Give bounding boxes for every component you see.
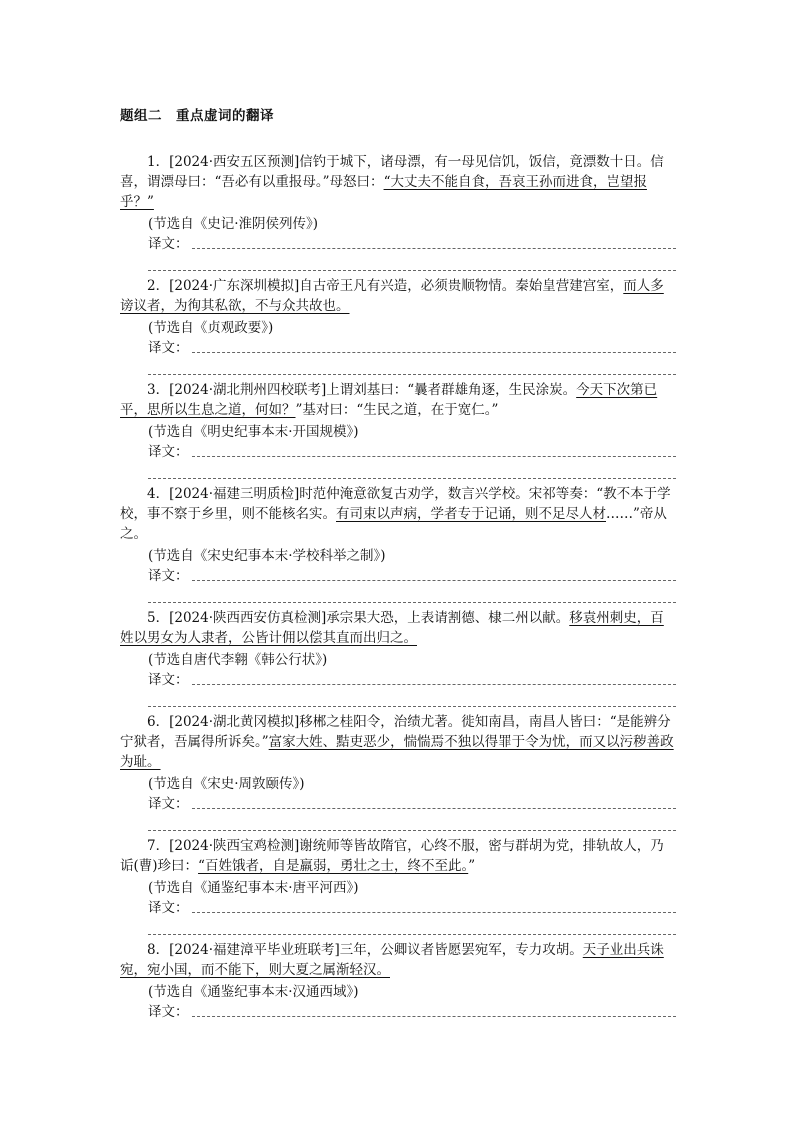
- underlined-sentence: 有司束以声病，学者专于记诵，则不足尽人材: [336, 506, 606, 522]
- translation-line[interactable]: [148, 670, 676, 692]
- answer-blank[interactable]: [192, 456, 676, 457]
- question-tail: ”: [468, 858, 476, 874]
- translation-label: 译文：: [148, 796, 189, 812]
- translation-label: 译文：: [148, 568, 189, 584]
- source-citation: (节选自《通鉴纪事本末·汉通西域》): [148, 984, 359, 1000]
- answer-blank[interactable]: [192, 248, 676, 249]
- question-text: [120, 152, 676, 212]
- underlined-sentence: “大丈夫不能自食，吾哀王孙而进食，岂望报乎？”: [120, 174, 647, 210]
- question-text: [120, 940, 676, 980]
- question-plain: 7．[2024·陕西宝鸡检测]谢统师等皆故隋官，心终不服，密与群胡为党，排轨故人，乃诟(曹)珍曰：: [120, 838, 664, 874]
- question-text: [120, 276, 676, 316]
- question-6: [120, 712, 676, 838]
- translation-line[interactable]: [148, 338, 676, 360]
- question-7: [120, 836, 676, 942]
- question-plain: 1．[2024·西安五区预测]信钓于城下，诸母漂，有一母见信饥，饭信，竟漂数十日。信喜，谓漂母曰：“吾必有以重报母。”母怒曰：: [120, 154, 664, 190]
- question-text: [120, 484, 676, 544]
- answer-blank-line[interactable]: [148, 256, 676, 278]
- question-plain: 5．[2024·陕西西安仿真检测]承宗果大恐，上表请割德、棣二州以献。: [147, 610, 570, 626]
- underlined-sentence: “百姓饿者，自是羸弱，勇壮之士，终不至此。: [198, 858, 469, 874]
- question-plain: 3．[2024·湖北荆州四校联考]上谓刘基曰：“曩者群雄角逐，生民涂炭。: [147, 382, 577, 398]
- question-5: [120, 608, 676, 714]
- translation-line[interactable]: [148, 794, 676, 816]
- translation-label: 译文：: [148, 672, 189, 688]
- answer-blank-line[interactable]: [148, 360, 676, 382]
- source-citation: (节选自《通鉴纪事本末·唐平河西》): [148, 880, 359, 896]
- underlined-sentence: 天子业出兵诛宛，宛小国，而不能下，则大夏之属渐轻汉。: [120, 942, 664, 978]
- answer-blank[interactable]: [192, 1016, 676, 1017]
- question-plain: 2．[2024·广东深圳模拟]自古帝王凡有兴造，必须贵顺物情。秦始皇营建宫室，: [147, 278, 624, 294]
- translation-label: 译文：: [148, 236, 189, 252]
- translation-label: 译文：: [148, 444, 189, 460]
- question-tail: ”基对曰：“生民之道，在于宽仁。”: [295, 402, 499, 418]
- translation-line[interactable]: [148, 898, 676, 920]
- section-title: 题组二 重点虚词的翻译: [120, 108, 274, 124]
- answer-blank[interactable]: [192, 808, 676, 809]
- translation-line[interactable]: [148, 1002, 676, 1024]
- answer-blank-line[interactable]: [148, 816, 676, 838]
- source-citation: (节选自《宋史·周敦颐传》): [148, 776, 305, 792]
- answer-blank[interactable]: [192, 580, 676, 581]
- translation-line[interactable]: [148, 442, 676, 464]
- question-text: [120, 608, 676, 648]
- source-citation: (节选自唐代李翱《韩公行状》): [148, 652, 328, 668]
- source-citation: (节选自《明史纪事本末·开国规模》): [148, 424, 359, 440]
- question-text: [120, 712, 676, 772]
- translation-line[interactable]: [148, 234, 676, 256]
- question-8: [120, 940, 676, 1024]
- answer-blank-line[interactable]: [148, 692, 676, 714]
- question-3: [120, 380, 676, 486]
- answer-blank[interactable]: [192, 684, 676, 685]
- answer-blank-line[interactable]: [148, 588, 676, 610]
- translation-label: 译文：: [148, 1004, 189, 1020]
- question-plain: 8．[2024·福建漳平毕业班联考]三年，公卿议者皆愿罢宛军，专力攻胡。: [147, 942, 583, 958]
- translation-label: 译文：: [148, 340, 189, 356]
- question-plain: 6．[2024·湖北黄冈模拟]移郴之桂阳令，治绩尤著。徙知南昌，南昌人皆曰：“是能辨分宁狱者，吾属得所诉矣。”: [120, 714, 671, 750]
- underlined-sentence: 富家大姓、黠吏恶少，惴惴焉不独以得罪于令为忧，而又以污秽善政为耻。: [120, 734, 674, 770]
- question-plain: 4．[2024·福建三明质检]时范仲淹意欲复古劝学，数言兴学校。宋祁等奏：“教不本于学校，事不察于乡里，则不能核名实。: [120, 486, 671, 522]
- source-citation: (节选自《贞观政要》): [148, 320, 274, 336]
- question-text: [120, 836, 676, 876]
- answer-blank[interactable]: [192, 912, 676, 913]
- answer-blank[interactable]: [192, 352, 676, 353]
- source-citation: (节选自《宋史纪事本末·学校科举之制》): [148, 548, 386, 564]
- answer-blank-line[interactable]: [148, 464, 676, 486]
- underlined-sentence: 移袁州刺史，百姓以男女为人隶者，公皆计佣以偿其直而出归之。: [120, 610, 664, 646]
- question-2: [120, 276, 676, 382]
- question-4: [120, 484, 676, 610]
- underlined-sentence: 今天下次第已平，思所以生息之道，何如？: [120, 382, 658, 418]
- question-tail: ……”帝从之。: [120, 506, 667, 542]
- translation-line[interactable]: [148, 566, 676, 588]
- translation-label: 译文：: [148, 900, 189, 916]
- source-citation: (节选自《史记·淮阴侯列传》): [148, 216, 319, 232]
- question-text: [120, 380, 676, 420]
- question-1: [120, 152, 676, 278]
- answer-blank-line[interactable]: [148, 920, 676, 942]
- underlined-sentence: 而人多谤议者，为徇其私欲，不与众共故也。: [120, 278, 664, 314]
